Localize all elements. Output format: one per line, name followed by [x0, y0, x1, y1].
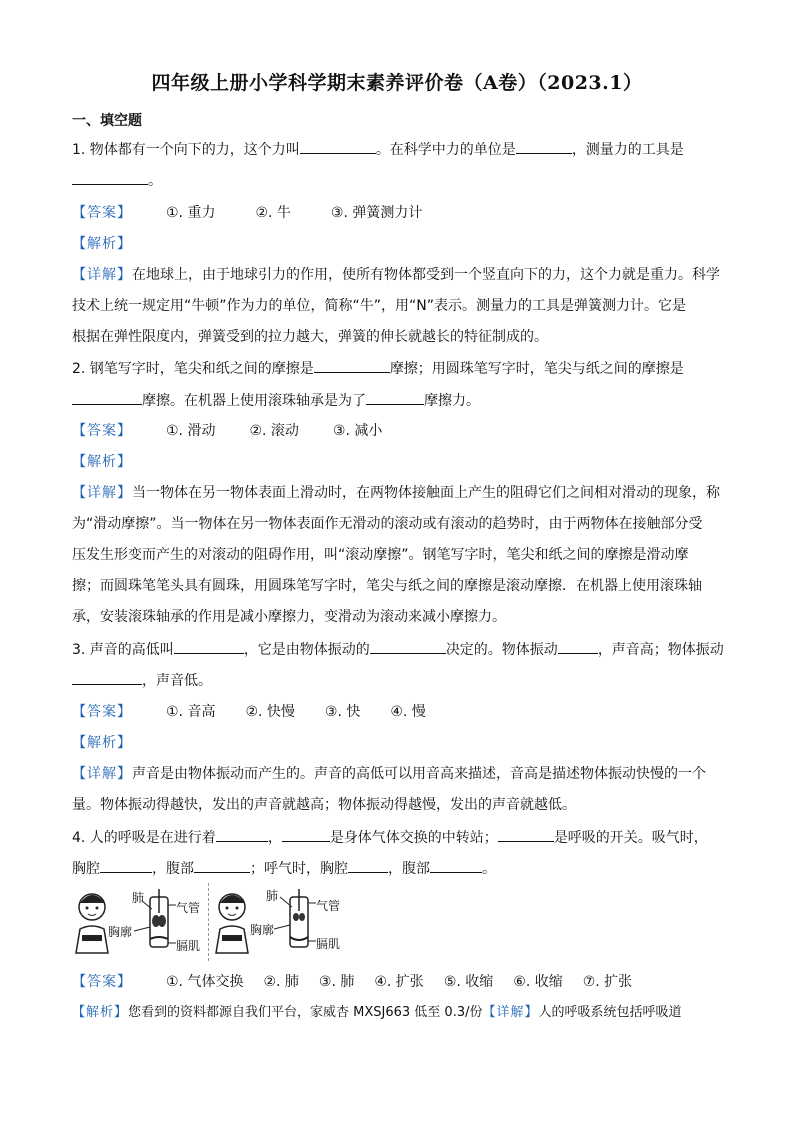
q4-text-b: ，: [267, 830, 282, 846]
analysis-tag: 【解析】: [72, 454, 132, 470]
section-heading: 一、填空题: [72, 113, 142, 129]
q3-blank-4: [72, 670, 142, 685]
q2-text-c: 摩擦。在机器上使用滚珠轴承是为了: [142, 393, 366, 409]
label-chest: 胸廓: [108, 925, 133, 939]
detail-text: 压发生形变而产生的对滚动的阻碍作用，叫“滚动摩擦”。钢笔写字时，笔尖和纸之间的摩擦是滑动摩: [72, 547, 689, 563]
q3-blank-2: [370, 639, 446, 654]
q1-text-b: 。在科学中力的单位是: [375, 142, 516, 158]
q4-blank-1: [216, 827, 268, 842]
q3-analysis: [72, 733, 732, 753]
answer-item: ①. 音高: [166, 704, 216, 720]
detail-text: 技术上统一规定用“牛顿”作为力的单位，简称“牛”，用“N”表示。测量力的工具是弹簧测力计。它是: [72, 298, 686, 314]
q1-detail-1: [72, 265, 732, 285]
q4-text-f: ，腹部: [152, 861, 194, 877]
q1-analysis: [72, 234, 732, 254]
answer-item: ②. 牛: [255, 205, 291, 221]
detail-text: 声音是由物体振动而产生的。声音的高低可以用音高来描述，音高是描述物体振动快慢的一个: [132, 766, 706, 782]
q2-detail-3: [72, 545, 732, 565]
answer-item: ④. 扩张: [374, 974, 424, 990]
q2-blank-1: [314, 358, 390, 373]
figure-divider: [208, 883, 209, 961]
detail-tag: 【详解】: [72, 766, 132, 782]
q2-analysis: [72, 452, 732, 472]
answer-tag: 【答案】: [72, 423, 132, 439]
q4-answer: [72, 972, 732, 992]
q2-blank-2: [72, 390, 142, 405]
answer-item: ①. 滑动: [166, 423, 216, 439]
q4-stem-line1: [72, 827, 732, 848]
detail-text: 根据在弹性限度内，弹簧受到的拉力越大，弹簧的伸长就越长的特征制成的。: [72, 329, 548, 345]
q3-text-d: ，声音高；物体振动: [597, 642, 724, 658]
answer-item: ②. 快慢: [245, 704, 295, 720]
q2-detail-1: [72, 483, 732, 503]
detail-text: 量。物体振动得越快，发出的声音就越高；物体振动得越慢，发出的声音就越低。: [72, 797, 576, 813]
q3-text-b: ，它是由物体振动的: [243, 642, 370, 658]
answer-item: ③. 快: [324, 704, 361, 720]
q4-analysis: [72, 1003, 732, 1023]
q3-answer: [72, 702, 732, 722]
q1-blank-2: [516, 139, 572, 154]
q1-detail-2: [72, 296, 732, 316]
analysis-text: 您看到的资料都源自我们平台，家威杏 MXSJ663 低至 0.3/份: [128, 1005, 483, 1020]
q1-detail-3: [72, 327, 732, 347]
q2-blank-3: [366, 390, 424, 405]
label-trachea-2: 气管: [316, 899, 341, 913]
q4-text-d: 是呼吸的开关。吸气时，: [553, 830, 708, 846]
answer-item: ⑤. 收缩: [443, 974, 494, 990]
answer-item: ⑥. 收缩: [513, 974, 563, 990]
label-lung: 肺: [132, 891, 145, 905]
page-title: 四年级上册小学科学期末素养评价卷（A卷）（2023.1）: [151, 72, 643, 94]
q3-text-e: ，声音低。: [142, 673, 212, 689]
q4-text-g: ；呼气时，胸腔: [250, 861, 348, 877]
q3-detail-1: [72, 764, 732, 784]
q4-text-e: 胸腔: [72, 861, 100, 877]
analysis-tag: 【解析】: [72, 236, 132, 252]
q2-stem-line2: [72, 390, 732, 411]
q1-stem-line1: [72, 139, 732, 160]
q4-stem-line2: [72, 858, 732, 879]
detail-tag: 【详解】: [482, 1005, 539, 1020]
q3-blank-1: [174, 639, 244, 654]
answer-item: ②. 滚动: [249, 423, 299, 439]
detail-tag: 【详解】: [72, 267, 132, 283]
answer-item: ①. 气体交换: [166, 974, 244, 990]
q4-blank-2: [282, 827, 330, 842]
q3-detail-2: [72, 795, 732, 815]
detail-text: 擦；而圆珠笔笔头具有圆珠，用圆珠笔写字时，笔尖与纸之间的摩擦是滚动摩擦．在机器上使用滚珠轴: [72, 578, 702, 594]
detail-text: 当一物体在另一物体表面上滑动时，在两物体接触面上产生的阻碍它们之间相对滑动的现象，称: [132, 485, 720, 501]
q4-blank-4: [100, 858, 152, 873]
detail-text: 为“滑动摩擦”。当一物体在另一物体表面作无滑动的滚动或有滚动的趋势时，由于两物体在接触部分受: [72, 516, 703, 532]
answer-tag: 【答案】: [72, 974, 132, 990]
breathing-figure: [72, 883, 372, 963]
answer-item: ③. 减小: [332, 423, 383, 439]
answer-item: ③. 肺: [318, 974, 355, 990]
label-lung-2: 肺: [266, 889, 279, 903]
q1-text-c: ，测量力的工具是: [571, 142, 684, 158]
q3-stem-line1: [72, 639, 732, 660]
detail-tag: 【详解】: [72, 485, 132, 501]
q2-detail-2: [72, 514, 732, 534]
q2-stem-line1: [72, 358, 732, 379]
q4-blank-7: [430, 858, 482, 873]
q4-text-a: 4. 人的呼吸是在进行着: [72, 830, 216, 846]
label-trachea: 气管: [176, 901, 201, 915]
q4-text-c: 是身体气体交换的中转站；: [329, 830, 498, 846]
q4-text-h: ，腹部: [388, 861, 430, 877]
answer-tag: 【答案】: [72, 205, 132, 221]
q3-text-a: 3. 声音的高低叫: [72, 642, 174, 658]
detail-text: 承，安装滚珠轴承的作用是减小摩擦力，变滑动为滚动来减小摩擦力。: [72, 609, 506, 625]
q2-text-a: 2. 钢笔写字时，笔尖和纸之间的摩擦是: [72, 361, 314, 377]
q2-text-d: 摩擦力。: [424, 393, 480, 409]
q4-blank-5: [194, 858, 250, 873]
q1-text-d: 。: [148, 173, 162, 189]
answer-tag: 【答案】: [72, 704, 132, 720]
q2-detail-4: [72, 576, 732, 596]
answer-item: ⑦. 扩张: [582, 974, 633, 990]
answer-item: ①. 重力: [166, 205, 216, 221]
q1-blank-3: [72, 170, 148, 185]
answer-item: ④. 慢: [390, 704, 426, 720]
q1-text-a: 1. 物体都有一个向下的力，这个力叫: [72, 142, 300, 158]
analysis-tag: 【解析】: [72, 1005, 129, 1020]
q2-answer: [72, 421, 732, 441]
q1-answer: [72, 203, 732, 223]
detail-text: 在地球上，由于地球引力的作用，使所有物体都受到一个竖直向下的力，这个力就是重力。科学: [132, 267, 720, 283]
q4-blank-6: [348, 858, 388, 873]
q3-blank-3: [558, 639, 598, 654]
answer-item: ②. 肺: [263, 974, 299, 990]
q3-stem-line2: [72, 670, 732, 691]
q1-stem-line2: [72, 170, 732, 191]
q1-blank-1: [300, 139, 376, 154]
answer-item: ③. 弹簧测力计: [330, 205, 423, 221]
q4-text-i: 。: [482, 861, 496, 877]
q2-text-b: 摩擦；用圆珠笔写字时，笔尖与纸之间的摩擦是: [389, 361, 684, 377]
q4-blank-3: [498, 827, 554, 842]
analysis-tag: 【解析】: [72, 735, 132, 751]
label-diaphragm: 膈肌: [176, 939, 201, 953]
q3-text-c: 决定的。物体振动: [445, 642, 558, 658]
label-chest-2: 胸廓: [250, 923, 275, 937]
label-diaphragm-2: 膈肌: [316, 937, 341, 951]
detail-text: 人的呼吸系统包括呼吸道: [538, 1005, 682, 1020]
q2-detail-5: [72, 607, 732, 627]
